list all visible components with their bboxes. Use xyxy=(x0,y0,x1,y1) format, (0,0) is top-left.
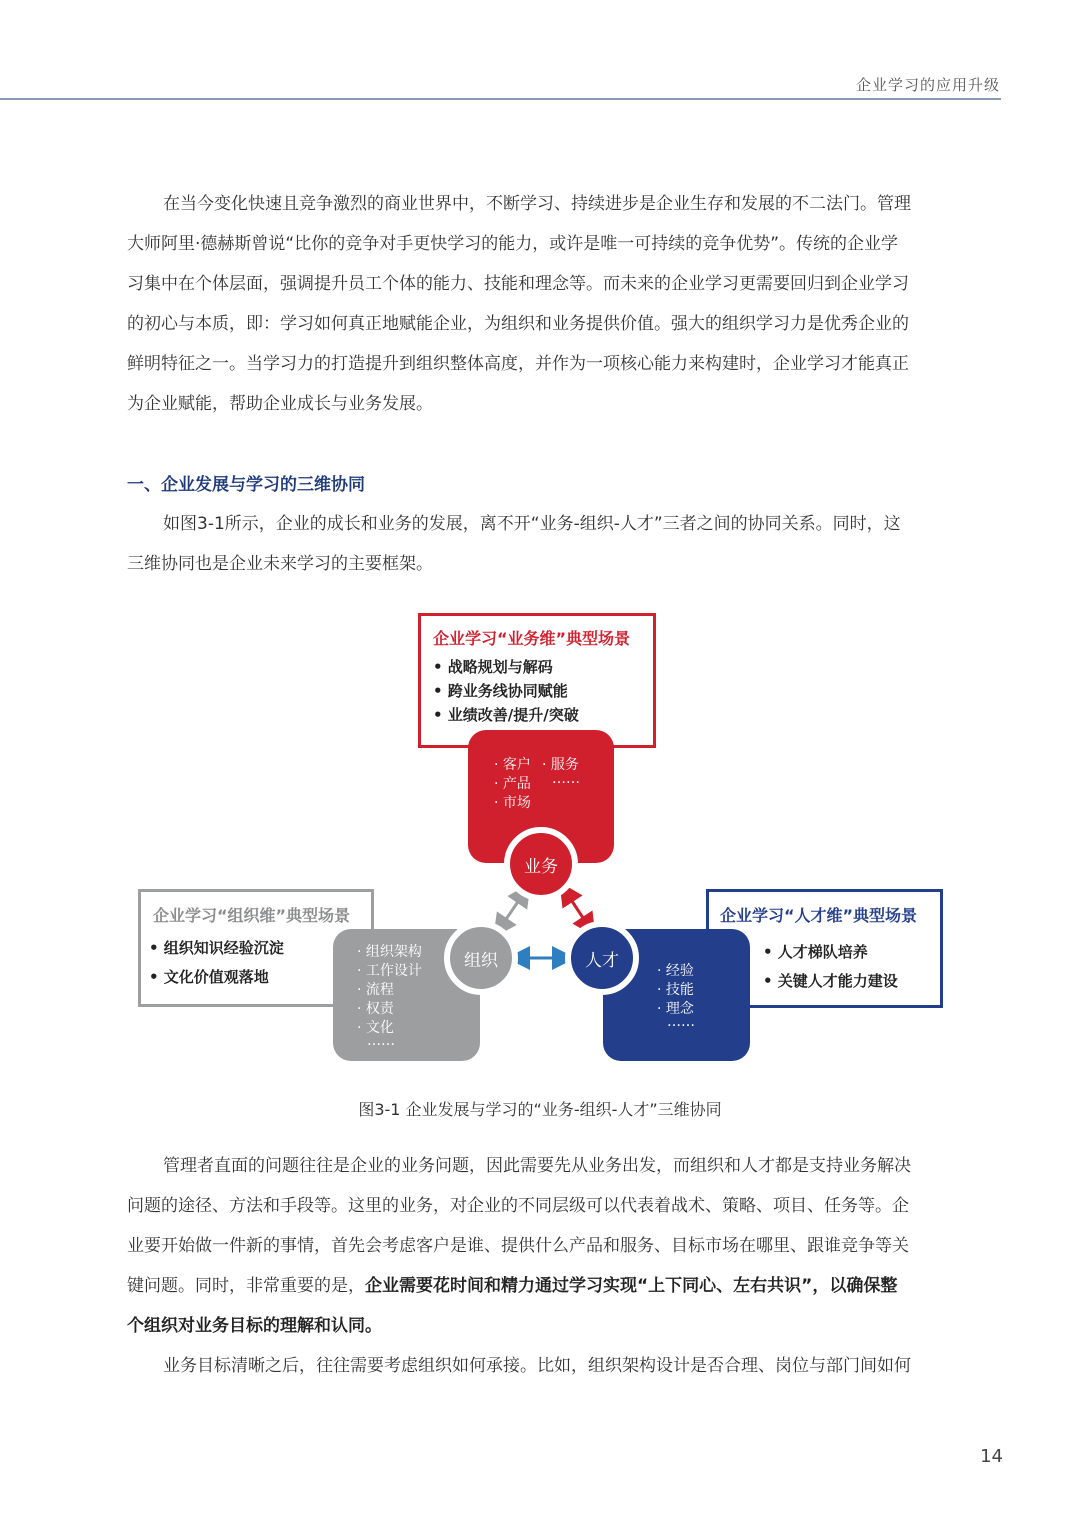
section-line: 三维协同也是企业未来学习的主要框架。 xyxy=(127,554,433,574)
org-node: 组织 xyxy=(444,921,518,995)
intro-line: 的初心与本质，即：学习如何真正地赋能企业，为组织和业务提供价值。强大的组织学习力是优秀企业的 xyxy=(127,314,909,334)
business-talent-arrow xyxy=(566,892,589,927)
emphasis-text: 个组织对业务目标的理解和认同。 xyxy=(127,1316,382,1336)
figure-caption: 图3-1 企业发展与学习的“业务-组织-人才”三维协同 xyxy=(358,1100,722,1119)
running-header: 企业学习的应用升级 xyxy=(855,76,1000,94)
business-box-item: • 战略规划与解码 xyxy=(433,658,553,676)
emphasis-text: 企业需要花时间和精力通过学习实现“上下同心、左右共识”，以确保整 xyxy=(365,1276,898,1296)
talent-tile-item: · 理念 xyxy=(657,1001,694,1017)
org-tile-item: …… xyxy=(367,1033,395,1049)
business-tile-item: · 客户 xyxy=(494,757,531,773)
talent-tile-item: …… xyxy=(667,1014,695,1030)
body-paragraph xyxy=(127,1146,953,1386)
business-tile-item: · 市场 xyxy=(494,795,531,811)
intro-line: 习集中在个体层面，强调提升员工个体的能力、技能和理念等。而未来的企业学习更需要回归到企业学习 xyxy=(127,274,909,294)
talent-tile-item: · 经验 xyxy=(657,963,694,979)
business-tile-item: · 产品 xyxy=(494,776,531,792)
business-box-item: • 跨业务线协同赋能 xyxy=(433,682,568,700)
org-tile-item: · 工作设计 xyxy=(357,963,422,979)
talent-tile-item: · 技能 xyxy=(657,982,694,998)
org-tile-item: · 文化 xyxy=(357,1020,394,1036)
body-line: 管理者直面的问题往往是企业的业务问题，因此需要先从业务出发，而组织和人才都是支持业务解决 xyxy=(163,1156,911,1176)
intro-line: 在当今变化快速且竞争激烈的商业世界中，不断学习、持续进步是企业生存和发展的不二法门。管理 xyxy=(163,194,911,214)
intro-line: 为企业赋能，帮助企业成长与业务发展。 xyxy=(127,394,433,414)
section-heading: 一、企业发展与学习的三维协同 xyxy=(127,475,365,495)
business-node: 业务 xyxy=(504,827,578,901)
business-box-title: 企业学习“业务维”典型场景 xyxy=(433,629,631,648)
page-number: 14 xyxy=(980,1446,1003,1467)
org-box-title: 企业学习“组织维”典型场景 xyxy=(153,906,351,925)
section-line: 如图3-1所示，企业的成长和业务的发展，离不开“业务-组织-人才”三者之间的协同关系。同时，这 xyxy=(163,514,901,534)
org-tile-item: · 组织架构 xyxy=(357,944,422,960)
org-tile-item: · 流程 xyxy=(357,982,394,998)
talent-node: 人才 xyxy=(565,921,639,995)
org-box-item: • 组织知识经验沉淀 xyxy=(149,939,284,957)
org-box-item: • 文化价值观落地 xyxy=(149,968,269,986)
body-line: 业要开始做一件新的事情，首先会考虑客户是谁、提供什么产品和服务、目标市场在哪里、跟谁竞争等关 xyxy=(127,1236,909,1256)
intro-line: 鲜明特征之一。当学习力的打造提升到组织整体高度，并作为一项核心能力来构建时，企业学习才能真正 xyxy=(127,354,909,374)
business-tile-item: · 服务 xyxy=(542,757,579,773)
business-tile-item: …… xyxy=(552,771,580,787)
talent-box-item: • 关键人才能力建设 xyxy=(763,972,898,990)
business-box-item: • 业绩改善/提升/突破 xyxy=(433,706,579,724)
org-tile-item: · 权责 xyxy=(357,1001,394,1017)
body-line: 问题的途径、方法和手段等。这里的业务，对企业的不同层级可以代表着战术、策略、项目、任务等。企 xyxy=(127,1196,909,1216)
business-org-arrow xyxy=(500,893,524,928)
talent-box-item: • 人才梯队培养 xyxy=(763,943,868,961)
body-line xyxy=(127,1306,953,1346)
talent-box-title: 企业学习“人才维”典型场景 xyxy=(720,906,918,925)
body-line: 键问题。同时，非常重要的是，企业需要花时间和精力通过学习实现“上下同心、左右共识”，以确保整 xyxy=(127,1276,898,1296)
intro-line: 大师阿里·德赫斯曾说“比你的竞争对手更快学习的能力，或许是唯一可持续的竞争优势”。传统的企业学 xyxy=(127,234,899,254)
body-line: 业务目标清晰之后，往往需要考虑组织如何承接。比如，组织架构设计是否合理、岗位与部门间如何 xyxy=(163,1356,911,1376)
